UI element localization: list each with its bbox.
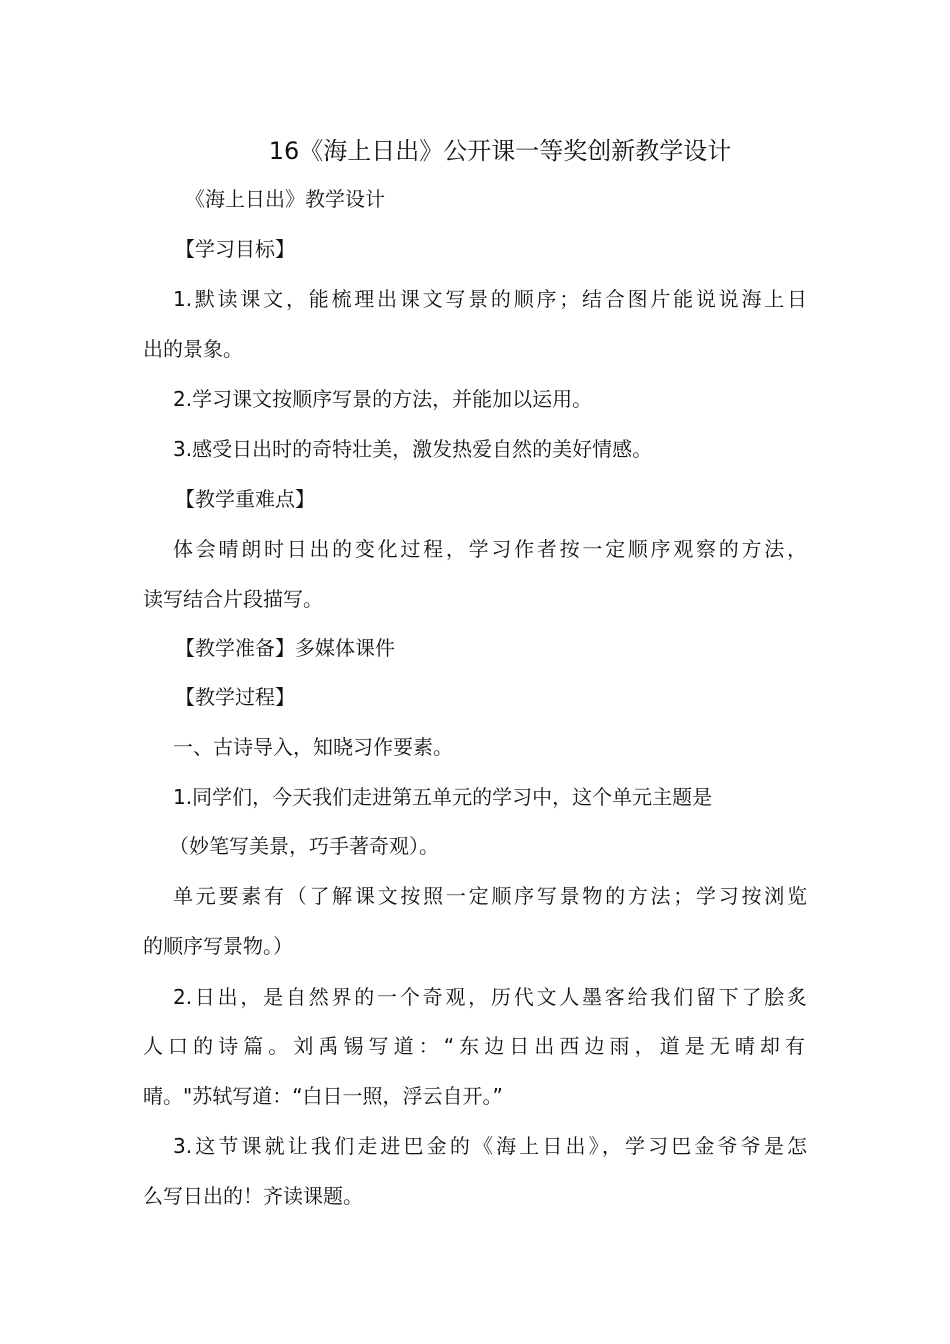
paragraph-line: 晴。"苏轼写道：“白日一照，浮云自开。”	[143, 1084, 503, 1108]
paragraph-line: 的顺序写景物。）	[143, 934, 293, 958]
paragraph-line: 一、古诗导入，知晓习作要素。	[173, 735, 453, 759]
paragraph-line: 1.同学们，今天我们走进第五单元的学习中，这个单元主题是	[173, 785, 713, 809]
section-heading-key-points: 【教学重难点】	[175, 487, 315, 511]
paragraph-line: 2.日出，是自然界的一个奇观，历代文人墨客给我们留下了脍炙	[173, 985, 807, 1009]
paragraph-line: 单元要素有（了解课文按照一定顺序写景物的方法；学习按浏览	[173, 884, 807, 908]
paragraph-line: 读写结合片段描写。	[143, 587, 323, 611]
section-heading-objectives: 【学习目标】	[175, 237, 295, 261]
section-heading-preparation: 【教学准备】多媒体课件	[175, 636, 395, 660]
paragraph-line: 体会晴朗时日出的变化过程，学习作者按一定顺序观察的方法，	[173, 537, 807, 561]
document-title: 16《海上日出》公开课一等奖创新教学设计	[268, 137, 732, 165]
paragraph-line: 3.这节课就让我们走进巴金的《海上日出》，学习巴金爷爷是怎	[173, 1134, 807, 1158]
paragraph-line: 出的景象。	[143, 337, 243, 361]
paragraph-line: 1.默读课文，能梳理出课文写景的顺序；结合图片能说说海上日	[173, 287, 807, 311]
subtitle: 《海上日出》教学设计	[185, 187, 385, 211]
paragraph-line: （妙笔写美景，巧手著奇观）。	[169, 834, 439, 858]
paragraph-line: 2.学习课文按顺序写景的方法，并能加以运用。	[173, 387, 593, 411]
paragraph-line: 3.感受日出时的奇特壮美，激发热爱自然的美好情感。	[173, 437, 653, 461]
section-heading-process: 【教学过程】	[175, 685, 295, 709]
paragraph-line: 么写日出的！齐读课题。	[143, 1184, 363, 1208]
paragraph-line: 人口的诗篇。刘禹锡写道：“东边日出西边雨，道是无晴却有	[143, 1034, 805, 1058]
